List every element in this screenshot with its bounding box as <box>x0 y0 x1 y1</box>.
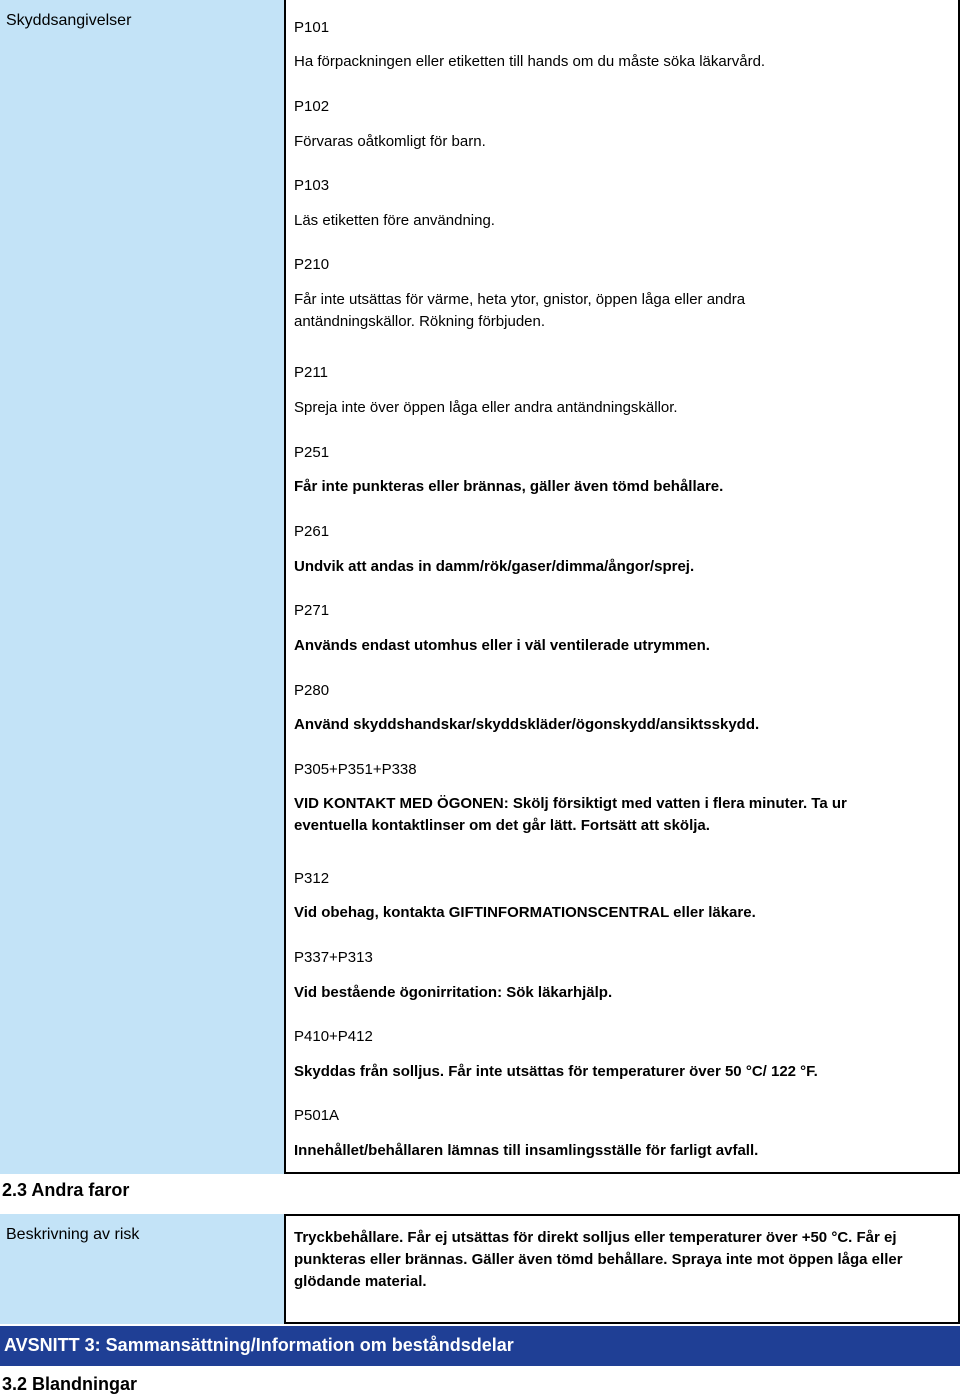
statement-text: Ha förpackningen eller etiketten till hands om du måste söka läkarvård. <box>294 53 766 70</box>
statement-text: Används endast utomhus eller i väl ventilerade utrymmen. <box>294 637 710 654</box>
statement-text: Spreja inte över öppen låga eller andra antändningskällor. <box>294 399 678 416</box>
statement-code: P101 <box>294 19 330 36</box>
statement-code: P312 <box>294 870 330 887</box>
statement-text: Förvaras oåtkomligt för barn. <box>294 133 486 150</box>
statement-text: Innehållet/behållaren lämnas till insamlingsställe för farligt avfall. <box>294 1142 759 1159</box>
statement-text: VID KONTAKT MED ÖGONEN: Skölj försiktigt med vatten i flera minuter. Ta ur eventuella kontaktlinser om det går lätt. Fortsätt att skölja. <box>294 795 847 834</box>
statement-code: P337+P313 <box>294 949 373 966</box>
statement-text: Vid obehag, kontakta GIFTINFORMATIONSCENTRAL eller läkare. <box>294 904 756 921</box>
other-hazards-heading: 2.3 Andra faror <box>2 1180 130 1200</box>
risk-description-label-cell <box>0 1214 284 1324</box>
statement-code: P305+P351+P338 <box>294 761 417 778</box>
statement-code: P102 <box>294 98 330 115</box>
precautions-label: Skyddsangivelser <box>6 12 132 29</box>
statement-text: Undvik att andas in damm/rök/gaser/dimma/ångor/sprej. <box>294 558 695 575</box>
statement-code: P280 <box>294 682 330 699</box>
statement-code: P261 <box>294 523 330 540</box>
section3-title: AVSNITT 3: Sammansättning/Information om beståndsdelar <box>4 1335 514 1355</box>
statement-code: P501A <box>294 1107 340 1124</box>
precautions-label-cell <box>0 0 284 1174</box>
statement-code: P410+P412 <box>294 1028 373 1045</box>
statement-text: Skyddas från solljus. Får inte utsättas för temperaturer över 50 °C/ 122 °F. <box>294 1063 818 1080</box>
statement-text: Läs etiketten före användning. <box>294 212 495 229</box>
section3-subheading: 3.2 Blandningar <box>2 1374 138 1394</box>
statement-code: P103 <box>294 177 330 194</box>
statement-code: P211 <box>294 364 328 381</box>
statement-code: P251 <box>294 444 330 461</box>
statement-text: Får inte utsättas för värme, heta ytor, gnistor, öppen låga eller andra antändningskällor. Rökning förbjuden. <box>294 291 746 330</box>
risk-description-label: Beskrivning av risk <box>6 1226 140 1243</box>
statement-code: P210 <box>294 256 330 273</box>
statement-text: Vid bestående ögonirritation: Sök läkarhjälp. <box>294 984 613 1001</box>
statement-code: P271 <box>294 602 330 619</box>
risk-description-text: Tryckbehållare. Får ej utsättas för direkt solljus eller temperaturer över +50 °C. Får ej punkteras eller brännas. Gäller även tömd behållare. Spraya inte mot öppen låga eller glödande material. <box>294 1229 903 1290</box>
section3-title-bar <box>0 1326 960 1366</box>
statement-text: Får inte punkteras eller brännas, gäller även tömd behållare. <box>294 478 724 495</box>
statement-text: Använd skyddshandskar/skyddskläder/ögonskydd/ansiktsskydd. <box>294 716 760 733</box>
